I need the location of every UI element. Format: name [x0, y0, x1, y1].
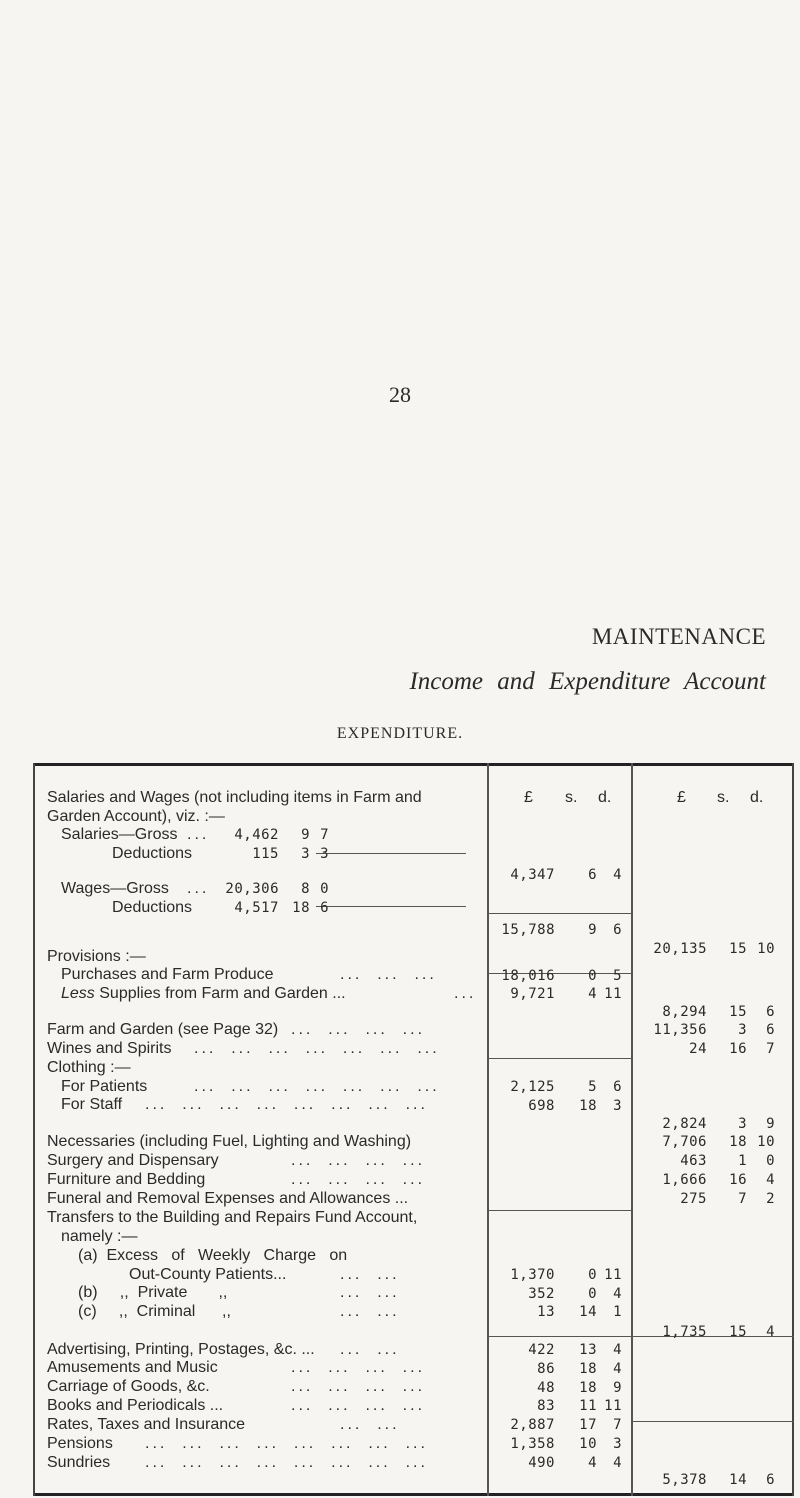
total-surgery-shillings: 1: [738, 1153, 747, 1169]
leader-dots: ... ... ...: [340, 966, 437, 983]
amusements-label: Amusements and Music: [47, 1359, 218, 1376]
salaries-gross-label: Salaries—Gross: [61, 826, 178, 843]
private-pounds: 352: [528, 1286, 555, 1302]
header-pence: d.: [598, 789, 612, 806]
wages-deductions-label: Deductions: [112, 899, 193, 916]
subtotal-rule: [487, 1058, 631, 1059]
leader-dots: ... ... ... ...: [291, 1359, 426, 1376]
column-divider-mid: [487, 763, 489, 1496]
carriage-pence: 9: [613, 1380, 622, 1396]
subtotal-rule: [316, 853, 466, 854]
total-furniture-pounds: 1,666: [662, 1172, 707, 1188]
total-necessaries-shillings: 18: [729, 1134, 747, 1150]
subtotal-rule: [487, 1210, 631, 1211]
leader-dots: ... ... ... ... ... ... ...: [194, 1078, 440, 1095]
total-clothing-pence: 9: [766, 1116, 775, 1132]
leader-dots: ... ... ... ... ... ... ... ...: [145, 1096, 428, 1113]
advertising-label: Advertising, Printing, Postages, &c. ...: [47, 1341, 315, 1358]
leader-dots: ... ...: [340, 1416, 400, 1433]
leader-dots: ... ... ... ... ... ... ... ...: [145, 1435, 428, 1452]
out-county-pence: 11: [604, 1267, 622, 1283]
wages-gross-pence: 0: [320, 881, 329, 897]
books-shillings: 11: [579, 1398, 597, 1414]
carriage-label: Carriage of Goods, &c.: [47, 1378, 210, 1395]
advertising-shillings: 13: [579, 1342, 597, 1358]
total-wines-shillings: 16: [729, 1041, 747, 1057]
total-provisions-shillings: 15: [729, 1004, 747, 1020]
provisions-label: Provisions :—: [47, 948, 146, 965]
total-farm-garden-pence: 6: [766, 1022, 775, 1038]
leader-dots: ... ...: [340, 1284, 400, 1301]
purchases-label: Purchases and Farm Produce: [61, 966, 274, 983]
table-right-edge: [792, 763, 794, 1496]
private-label: (b) ,, Private ,,: [78, 1284, 228, 1301]
total-provisions-pounds: 8,294: [662, 1004, 707, 1020]
criminal-pounds: 13: [537, 1304, 555, 1320]
purchases-shillings: 0: [588, 968, 597, 984]
salaries-net-shillings: 6: [588, 867, 597, 883]
rates-pence: 7: [613, 1417, 622, 1433]
leader-dots: ... ...: [340, 1303, 400, 1320]
less-supplies-shillings: 4: [588, 986, 597, 1002]
total-transfers-pence: 4: [766, 1324, 775, 1340]
table-bottom-rule: [33, 1493, 794, 1496]
private-shillings: 0: [588, 1286, 597, 1302]
salaries-gross-pence: 7: [320, 827, 329, 843]
subtotal-rule: [487, 1336, 631, 1337]
criminal-shillings: 14: [579, 1304, 597, 1320]
leader-dots: ...: [454, 985, 477, 1002]
header-shillings-total: s.: [717, 789, 730, 806]
for-patients-label: For Patients: [61, 1078, 148, 1095]
salaries-net-pounds: 4,347: [510, 867, 555, 883]
total-provisions-pence: 6: [766, 1004, 775, 1020]
total-clothing-shillings: 3: [738, 1116, 747, 1132]
account-title: Income and Expenditure Account: [409, 668, 766, 695]
salaries-title: Salaries and Wages (not including items in Farm and: [47, 789, 422, 806]
total-transfers-pounds: 1,735: [662, 1324, 707, 1340]
carriage-shillings: 18: [579, 1380, 597, 1396]
total-wines-pounds: 24: [689, 1041, 707, 1057]
wages-deductions-pence: 6: [320, 900, 329, 916]
for-staff-shillings: 18: [579, 1098, 597, 1114]
salaries-deductions-pounds: 115: [252, 846, 279, 862]
total-rule: [631, 1421, 794, 1422]
for-staff-label: For Staff: [61, 1096, 123, 1113]
rates-pounds: 2,887: [510, 1417, 555, 1433]
salaries-gross-pounds: 4,462: [234, 827, 279, 843]
private-pence: 4: [613, 1286, 622, 1302]
leader-dots: ... ... ... ...: [291, 1171, 426, 1188]
salaries-deductions-label: Deductions: [112, 845, 193, 862]
total-farm-garden-pounds: 11,356: [653, 1022, 707, 1038]
leader-dots: ... ... ... ... ... ... ... ...: [145, 1454, 428, 1471]
expenditure-table: [33, 763, 794, 1498]
amusements-shillings: 18: [579, 1361, 597, 1377]
wages-net-pounds: 15,788: [501, 922, 555, 938]
out-county-label: Out-County Patients...: [129, 1266, 287, 1283]
total-furniture-pence: 4: [766, 1172, 775, 1188]
carriage-pounds: 48: [537, 1380, 555, 1396]
pensions-pence: 3: [613, 1436, 622, 1452]
for-patients-pence: 6: [613, 1079, 622, 1095]
criminal-pence: 1: [613, 1304, 622, 1320]
total-funeral-pence: 2: [766, 1191, 775, 1207]
books-label: Books and Periodicals ...: [47, 1397, 224, 1414]
for-patients-shillings: 5: [588, 1079, 597, 1095]
wages-deductions-pounds: 4,517: [234, 900, 279, 916]
surgery-label: Surgery and Dispensary: [47, 1152, 219, 1169]
leader-dots: ... ... ... ...: [291, 1021, 426, 1038]
total-clothing-pounds: 2,824: [662, 1116, 707, 1132]
column-divider-total: [631, 763, 633, 1496]
total-misc-pounds: 5,378: [662, 1472, 707, 1488]
total-necessaries-pence: 10: [757, 1134, 775, 1150]
purchases-pence: 5: [613, 968, 622, 984]
total-farm-garden-shillings: 3: [738, 1022, 747, 1038]
wages-gross-pounds: 20,306: [225, 881, 279, 897]
books-pence: 11: [604, 1398, 622, 1414]
leader-dots: ... ...: [340, 1341, 400, 1358]
page-number: 28: [389, 382, 411, 407]
total-wines-pence: 7: [766, 1041, 775, 1057]
excess-a-label: (a) Excess of Weekly Charge on: [78, 1247, 348, 1264]
total-necessaries-pounds: 7,706: [662, 1134, 707, 1150]
clothing-label: Clothing :—: [47, 1059, 131, 1076]
namely-label: namely :—: [61, 1228, 138, 1245]
wages-gross-shillings: 8: [301, 881, 310, 897]
total-misc-pence: 6: [766, 1472, 775, 1488]
amusements-pounds: 86: [537, 1361, 555, 1377]
leader-dots: ... ... ... ...: [291, 1378, 426, 1395]
amusements-pence: 4: [613, 1361, 622, 1377]
leader-dots: ...: [187, 880, 210, 897]
necessaries-label: Necessaries (including Fuel, Lighting and Washing): [47, 1133, 412, 1150]
sundries-label: Sundries: [47, 1454, 111, 1471]
total-surgery-pence: 0: [766, 1153, 775, 1169]
sundries-shillings: 4: [588, 1455, 597, 1471]
total-salaries-wages-pounds: 20,135: [653, 941, 707, 957]
section-label: EXPENDITURE.: [336, 725, 464, 742]
less-supplies-text: Supplies from Farm and Garden ...: [99, 985, 346, 1002]
wages-net-pence: 6: [613, 922, 622, 938]
advertising-pence: 4: [613, 1342, 622, 1358]
wines-label: Wines and Spirits: [47, 1040, 172, 1057]
pensions-label: Pensions: [47, 1435, 113, 1452]
less-supplies-pounds: 9,721: [510, 986, 555, 1002]
wages-gross-label: Wages—Gross: [61, 880, 169, 897]
header-pence-total: d.: [750, 789, 764, 806]
sundries-pence: 4: [613, 1455, 622, 1471]
less-supplies-pence: 11: [604, 986, 622, 1002]
funeral-label: Funeral and Removal Expenses and Allowances ...: [47, 1190, 409, 1207]
total-salaries-wages-shillings: 15: [729, 941, 747, 957]
out-county-shillings: 0: [588, 1267, 597, 1283]
out-county-pounds: 1,370: [510, 1267, 555, 1283]
salaries-gross-shillings: 9: [301, 827, 310, 843]
total-furniture-shillings: 16: [729, 1172, 747, 1188]
total-funeral-pounds: 275: [680, 1191, 707, 1207]
total-surgery-pounds: 463: [680, 1153, 707, 1169]
leader-dots: ... ... ... ... ... ... ...: [194, 1040, 440, 1057]
total-misc-shillings: 14: [729, 1472, 747, 1488]
pensions-shillings: 10: [579, 1436, 597, 1452]
header-pound-total: £: [677, 789, 686, 806]
wages-deductions-shillings: 18: [292, 900, 310, 916]
books-pounds: 83: [537, 1398, 555, 1414]
salaries-title-2: Garden Account), viz. :—: [47, 808, 225, 825]
salaries-deductions-shillings: 3: [301, 846, 310, 862]
subtotal-rule: [487, 913, 631, 914]
criminal-label: (c) ,, Criminal ,,: [78, 1303, 231, 1320]
salaries-deductions-pence: 3: [320, 846, 329, 862]
table-top-rule: [33, 763, 794, 766]
purchases-pounds: 18,016: [501, 968, 555, 984]
subtotal-rule: [316, 906, 466, 907]
transfers-label: Transfers to the Building and Repairs Fund Account,: [47, 1209, 418, 1226]
header-shillings: s.: [565, 789, 578, 806]
table-left-edge: [33, 763, 35, 1496]
page-heading: MAINTENANCE: [591, 624, 766, 649]
leader-dots: ... ...: [340, 1266, 400, 1283]
leader-dots: ...: [187, 826, 210, 843]
for-staff-pounds: 698: [528, 1098, 555, 1114]
total-funeral-shillings: 7: [738, 1191, 747, 1207]
pensions-pounds: 1,358: [510, 1436, 555, 1452]
farm-garden-label: Farm and Garden (see Page 32): [47, 1021, 279, 1038]
wages-net-shillings: 9: [588, 922, 597, 938]
advertising-pounds: 422: [528, 1342, 555, 1358]
sundries-pounds: 490: [528, 1455, 555, 1471]
rates-label: Rates, Taxes and Insurance: [47, 1416, 246, 1433]
header-pound: £: [524, 789, 533, 806]
salaries-net-pence: 4: [613, 867, 622, 883]
leader-dots: ... ... ... ...: [291, 1397, 426, 1414]
total-transfers-shillings: 15: [729, 1324, 747, 1340]
furniture-label: Furniture and Bedding: [47, 1171, 206, 1188]
less-word: Less: [61, 985, 95, 1002]
rates-shillings: 17: [579, 1417, 597, 1433]
leader-dots: ... ... ... ...: [291, 1152, 426, 1169]
total-salaries-wages-pence: 10: [757, 941, 775, 957]
for-patients-pounds: 2,125: [510, 1079, 555, 1095]
for-staff-pence: 3: [613, 1098, 622, 1114]
less-supplies-label: [61, 985, 346, 1003]
